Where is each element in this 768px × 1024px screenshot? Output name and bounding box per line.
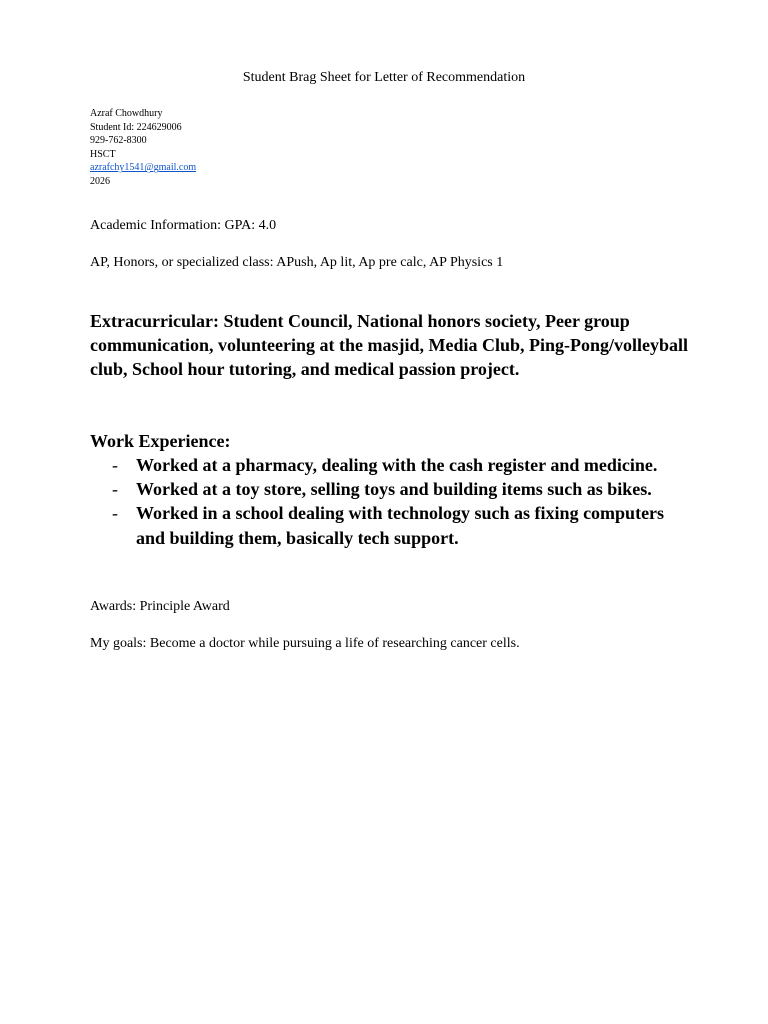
work-item-text: Worked at a pharmacy, dealing with the cash register and medicine. [136, 455, 658, 475]
graduation-year: 2026 [90, 175, 110, 187]
goals-line: My goals: Become a doctor while pursuing a life of researching cancer cells. [90, 636, 520, 651]
work-experience-list [90, 453, 670, 550]
contact-block [90, 107, 196, 189]
extracurricular-section: Extracurricular: Student Council, National honors society, Peer group communication, volunteering at the masjid, Media Club, Ping-Pong/volleyball club, School hour tutoring, and medical passion project. [90, 311, 689, 380]
academic-info: Academic Information: GPA: 4.0 [90, 218, 277, 233]
bullet-dash: - [112, 503, 118, 524]
school-name: HSCT [90, 148, 116, 160]
student-id: Student Id: 224629006 [90, 121, 182, 133]
list-item [90, 501, 670, 549]
work-item-text: Worked in a school dealing with technology such as fixing computers and building them, basically tech support. [136, 503, 665, 548]
list-item [90, 477, 670, 501]
ap-classes: AP, Honors, or specialized class: APush, Ap lit, Ap pre calc, AP Physics 1 [90, 255, 504, 270]
work-item-text: Worked at a toy store, selling toys and building items such as bikes. [136, 479, 652, 500]
phone-number: 929-762-8300 [90, 135, 147, 147]
awards-line: Awards: Principle Award [90, 599, 230, 614]
student-name: Azraf Chowdhury [90, 108, 163, 119]
bullet-dash: - [112, 455, 118, 475]
document-title: Student Brag Sheet for Letter of Recommendation [242, 70, 526, 85]
work-experience-heading: Work Experience: [90, 431, 231, 451]
bullet-dash: - [112, 479, 118, 500]
list-item [90, 453, 670, 477]
email-link[interactable]: azrafchy1541@gmail.com [90, 162, 197, 174]
